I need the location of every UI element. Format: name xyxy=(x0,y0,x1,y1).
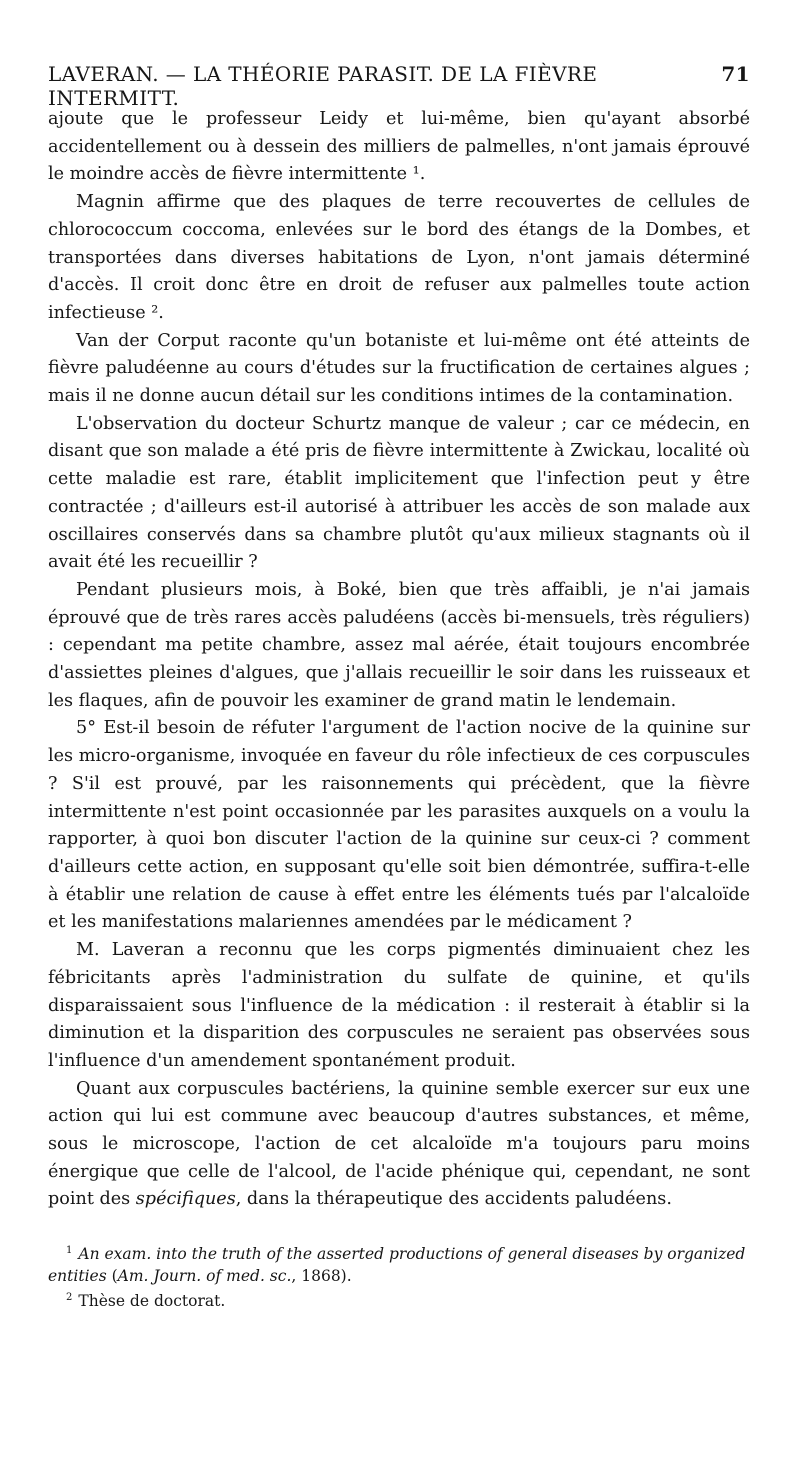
paragraph-1: ajoute que le professeur Leidy et lui-même, bien qu'ayant absorbé accidentellement ou à dessein des milliers de palmelles, n'ont jamais éprouvé le moindre accès de fièvre intermittente ¹. xyxy=(48,109,750,185)
paragraph-8-emphasis: spécifiques xyxy=(135,1189,236,1210)
footnote-1-source: Am. Journ. of med. sc. xyxy=(117,1266,292,1285)
paragraph-8-after: , dans la thérapeutique des accidents paludéens. xyxy=(235,1189,672,1210)
paragraph-2: Magnin affirme que des plaques de terre recouvertes de cellules de chlorococcum coccoma, enlevées sur le bord des étangs de la Dombes, et transportées dans diverses habitations de Lyon, n'ont jamais déterminé d'accès. Il croit donc être en droit de refuser aux palmelles toute action infectieuse ². xyxy=(48,192,750,323)
footnote-2-marker: 2 xyxy=(66,1292,73,1304)
footnotes xyxy=(48,1240,750,1313)
footnote-1-year: , 1868). xyxy=(291,1266,352,1285)
paragraph-5: Pendant plusieurs mois, à Boké, bien que très affaibli, je n'ai jamais éprouvé que de très rares accès paludéens (accès bi-mensuels, très réguliers) : cependant ma petite chambre, assez mal aérée, était toujours encombrée d'assiettes pleines d'algues, que j'allais recueillir le soir dans les ruisseaux et les flaques, afin de pouvoir les examiner de grand matin le lendemain. xyxy=(48,579,750,711)
page-number: 71 xyxy=(721,62,750,86)
footnote-1: $^1$ An exam. into the truth of the asserted productions of general diseases by organized entities (Am. Journ. of med. sc., 1868). xyxy=(48,1245,746,1285)
footnote-2 xyxy=(48,1287,750,1313)
paragraph-8 xyxy=(48,1076,750,1215)
footnote-1-marker: 1 xyxy=(66,1245,73,1257)
paragraph-3: Van der Corput raconte qu'un botaniste et lui-même ont été atteints de fièvre paludéenne au cours d'études sur la fructification de certaines algues ; mais il ne donne aucun détail sur les conditions intimes de la contamination. xyxy=(48,330,750,407)
running-title: LAVERAN. — LA THÉORIE PARASIT. DE LA FIÈVRE INTERMITT. xyxy=(48,62,598,110)
paragraph-8-text: Quant aux corpuscules bactériens, la quinine semble exercer sur eux une action qui lui est commune avec beaucoup d'autres substances, et même, sous le microscope, l'action de cet alcaloïde m'a toujours paru moins énergique que celle de l'alcool, de l'acide phénique qui, cependant, ne sont point des xyxy=(48,1078,750,1210)
paragraph-7: M. Laveran a reconnu que les corps pigmentés diminuaient chez les fébricitants après l'administration du sulfate de quinine, et qu'ils disparaissaient sous l'influence de la médication : il resterait à établir si la diminution et la disparition des corpuscules ne seraient pas observées sous l'influence d'un amendement spontanément produit. xyxy=(48,940,750,1071)
running-header xyxy=(48,62,750,110)
footnote-2-text: Thèse de doctorat. xyxy=(78,1292,226,1311)
footnote-separator xyxy=(48,1214,750,1240)
body-text xyxy=(48,106,750,1214)
footnote-1-title: An exam. into the truth of the asserted productions of general diseases by organized entities xyxy=(48,1245,746,1285)
paragraph-4: L'observation du docteur Schurtz manque de valeur ; car ce médecin, en disant que son malade a été pris de fièvre intermittente à Zwickau, localité où cette maladie est rare, établit implicitement que l'infection peut y être contractée ; d'ailleurs est-il autorisé à attribuer les accès de son malade aux oscillaires conservés dans sa chambre plutôt qu'aux milieux stagnants où il avait été les recueillir ? xyxy=(48,413,750,573)
paragraph-6: 5° Est-il besoin de réfuter l'argument de l'action nocive de la quinine sur les micro-organisme, invoquée en faveur du rôle infectieux de ces corpuscules ? S'il est prouvé, par les raisonnements qui précèdent, que la fièvre intermittente n'est point occasionnée par les parasites auxquels on a voulu la rapporter, à quoi bon discuter l'action de la quinine sur ceux-ci ? comment d'ailleurs cette action, en supposant qu'elle soit bien démontrée, suffira-t-elle à établir une relation de cause à effet entre les éléments tués par l'alcaloïde et les manifestations malariennes amendées par le médicament ? xyxy=(48,718,750,933)
